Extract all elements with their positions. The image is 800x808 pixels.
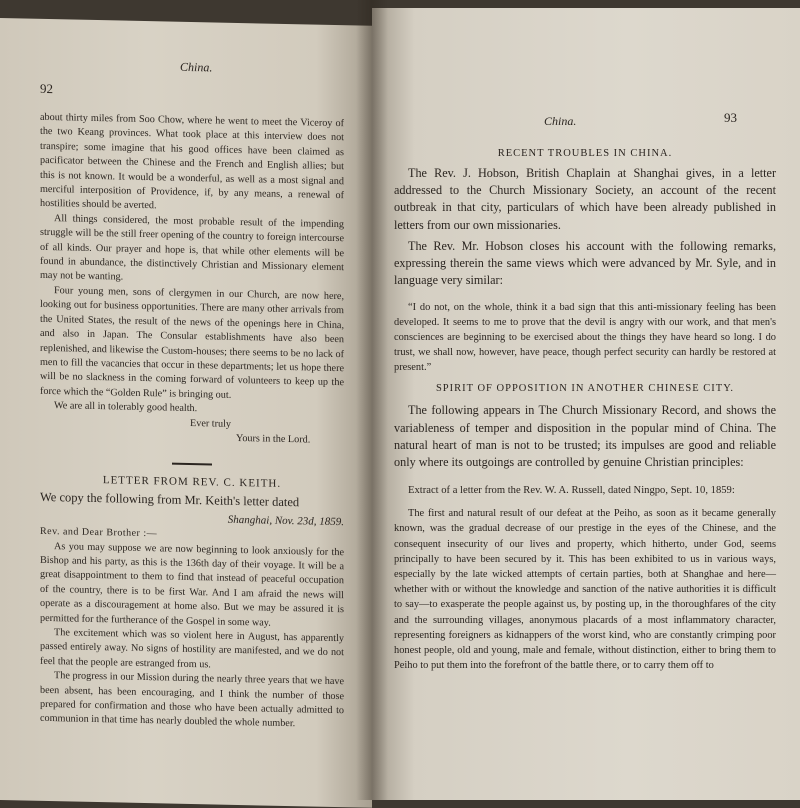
letter-dateline: Shanghai, Nov. 23d, 1859. (227, 513, 344, 528)
paragraph: The following appears in The Church Missionary Record, and shows the variableness of temper and disposition in the popular mind of China. The natural heart of man is not to be trusted; its impulses are good and reliable only where its outgoings are controlled by genuine Christian principles: (394, 403, 776, 470)
left-running-head: China. (180, 59, 213, 75)
left-page (0, 18, 372, 808)
paragraph: The Rev. J. Hobson, British Chaplain at Shanghai gives, in a letter addressed to the Church Missionary Society, an account of the recent outbreak in that city, particulars of which have been already published in letters from our own missionaries. (394, 166, 776, 232)
paragraph: about thirty miles from Soo Chow, where he went to meet the Viceroy of the two Keang provinces. What took place at this interview does not transpire; some imagine that his good offices have been claimed as pacificator between the Chinese and the French and English allies; but this is not known. It would be a wonderful, as well as a most signal and merciful interposition of Providence, if, by any means, a renewal of hostilities should be averted. (40, 111, 344, 212)
left-page-number: 92 (40, 80, 53, 97)
letter-signature: Yours in the Lord. (236, 432, 311, 446)
paragraph: Four young men, sons of clergymen in our Church, are now here, looking out for business opportunities. There are many other arrivals from the United States, the result of the news of the openings here in China, and also in Japan. The Consular establishments have also been replenished, and likewise the Custom-houses; there seems to be no lack of men to fill the vacancies that occur in these departments; let us hope there will be no slackness in the coming forward of volunteers to keep up the force which the “Golden Rule” is bringing out. (40, 285, 344, 401)
section-heading: RECENT TROUBLES IN CHINA. (497, 148, 673, 159)
paragraph: The excitement which was so violent here in August, has apparently passed entirely away. No signs of hostility are manifested, and we do not feel that the people are estranged from us. (40, 627, 344, 671)
letter-title: LETTER FROM REV. C. KEITH. (102, 474, 282, 491)
letter-closing: Ever truly (190, 417, 232, 430)
paragraph: The progress in our Mission during the nearly three years that we have been absent, has been encouraging, and I think the number of those prepared for confirmation and those who have been actually admitted to communion in that time has nearly doubled the whole number. (40, 670, 344, 730)
paragraph: The Rev. Mr. Hobson closes his account with the following remarks, expressing therein the same views which were advanced by Mr. Syle, and in language very similar: (394, 238, 776, 288)
left-page-text (40, 111, 344, 733)
paragraph: We are all in tolerably good health. (54, 400, 198, 415)
book-gutter (356, 0, 388, 800)
extract-intro: Extract of a letter from the Rev. W. A. Russell, dated Ningpo, Sept. 10, 1859: (408, 485, 735, 497)
paragraph: As you may suppose we are now beginning to look anxiously for the Bishop and his party, as this is the 136th day of their voyage. It will be a great disappointment to them to find that instead of peaceful occupation of the country, there is to be first War. And I am afraid the news will operate as a discouragement at home also. But we may be assured it is permitted for the furtherance of the Gospel in some way. (40, 540, 344, 629)
block-quote: “I do not, on the whole, think it a bad sign that this anti-missionary feeling has been developed. It seems to me to prove that the devil is angry with our work, and that men's consciences are beginning to be exercised about the things they have heard so long. I do trust, we shall now, however, have peace, though perfect security can hardly be restored at present.” (394, 302, 776, 373)
letter-intro: We copy the following from Mr. Keith's letter dated (40, 489, 300, 510)
section-rule (172, 463, 212, 466)
right-running-head: China. (544, 114, 577, 128)
section-heading: SPIRIT OF OPPOSITION IN ANOTHER CHINESE CITY. (435, 383, 735, 395)
right-page-number: 93 (724, 110, 737, 125)
right-page-text (394, 148, 776, 673)
letter-salutation: Rev. and Dear Brother :— (40, 525, 158, 540)
extract-body: The first and natural result of our defeat at the Peiho, as soon as it became generally known, was the gradual decrease of our prestige in the eyes of the Chinese, and the consequent insecurity of our lives and property, which hitherto, under God, seems principally to have been secured by it. This has been exhibited to us in various ways, especially by the late wicked attempts of certain parties, both at Shanghae and here—whether with or without the knowledge and sanction of the native authorities it is difficult to say—to exasperate the people against us, by posting up, in the thoroughfares of the city and the surrounding villages, anonymous placards of a most inflammatory character, representing foreigners as kidnappers of the worst kind, who are constantly crimping poor honest people, old and young, male and female, without distinction, either to bring them to Peiho to put them into the forefront of the battle there, or to carry them off to (394, 508, 776, 672)
paragraph: All things considered, the most probable result of the impending struggle will be the still freer opening of the country to foreign intercourse of all kinds. Our prayer and hope is, that while other elements will be found in abundance, the distinctively Christian and Missionary element may not be wanting. (40, 212, 344, 284)
right-page (372, 8, 800, 800)
